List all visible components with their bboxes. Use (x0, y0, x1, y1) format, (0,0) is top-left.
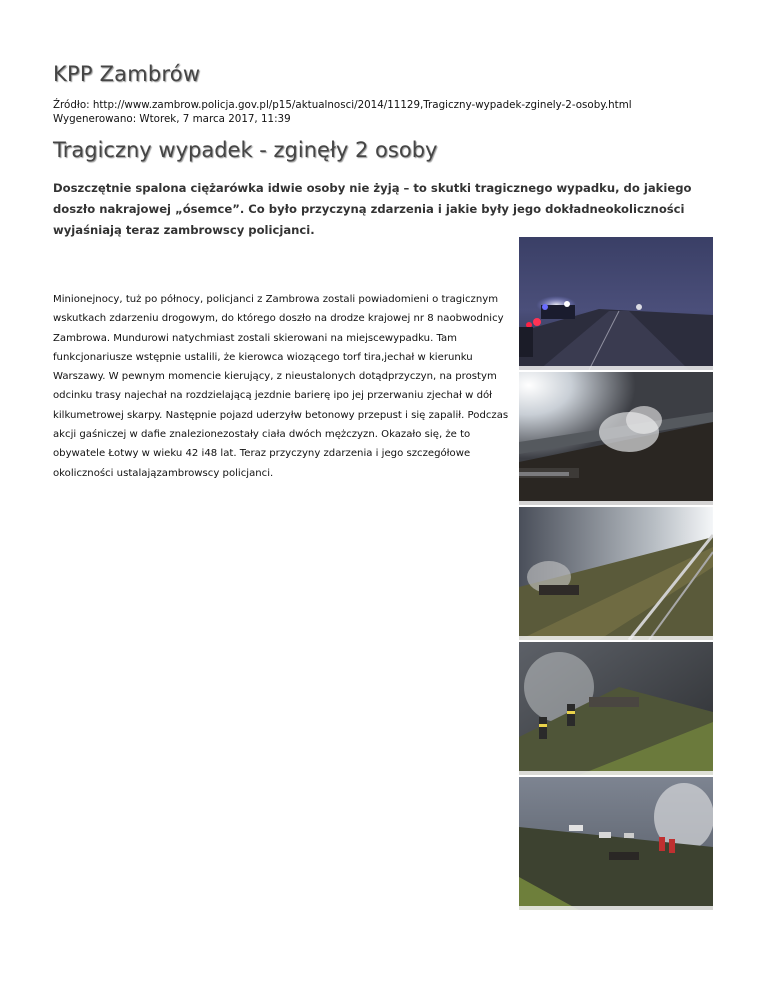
site-title: KPP Zambrów (53, 62, 201, 86)
article-lead: Doszczętnie spalona ciężarówka idwie osoby nie żyją – to skutki tragicznego wypadku, do jakiego doszło nakrajowej „ósemce”. Co było przyczyną zdarzenia i jakie były jego dokładneokoliczności wyjaśniają teraz zambrowscy policjanci. (53, 181, 692, 237)
article-title: Tragiczny wypadek - zginęły 2 osoby (53, 138, 438, 162)
generated-date: Wygenerowano: Wtorek, 7 marca 2017, 11:39 (53, 112, 291, 125)
photo-wreck-smoke-field (519, 777, 713, 910)
photo-barrier-smoke (519, 372, 713, 505)
article-body: Minionejnocy, tuż po północy, policjanci z Zambrowa zostali powiadomieni o tragicznym wskutkach zdarzeniu drogowym, do którego doszło na drodze krajowej nr 8 naobwodnicy Zambrowa. Mundurowi natychmiast zostali skierowani na miejscewypadku. Tam funkcjonariusze wstępnie ustalili, że kierowca wiozącego torf tira,jechał w kierunku Warszawy. W pewnym momencie kierujący, z nieustalonych dotądprzyczyn, na prostym odcinku trasy najechał na rozdzielającą jezdnie barierę ipo jej przerwaniu zjechał w dół kilkumetrowej skarpy. Następnie pojazd uderzyłw betonowy przepust i się zapalił. Podczas akcji gaśniczej w dafie znalezionezostały ciała dwóch mężczyzn. Okazało się, że to obywatele Łotwy w wieku 42 i48 lat. Teraz przyczyny zdarzenia i jego szczegółowe okoliczności ustalajązambrowscy policjanci. (53, 294, 509, 479)
source-url: Źródło: http://www.zambrow.policja.gov.pl/p15/aktualnosci/2014/11129,Tragiczny-wypadek-zginely-2-osoby.html (53, 99, 632, 111)
photo-firefighters-embankment (519, 642, 713, 775)
document-meta (53, 99, 632, 126)
photo-guardrail-embankment (519, 507, 713, 640)
photo-police-cars-night-road (519, 237, 713, 370)
photo-gallery (519, 237, 713, 912)
